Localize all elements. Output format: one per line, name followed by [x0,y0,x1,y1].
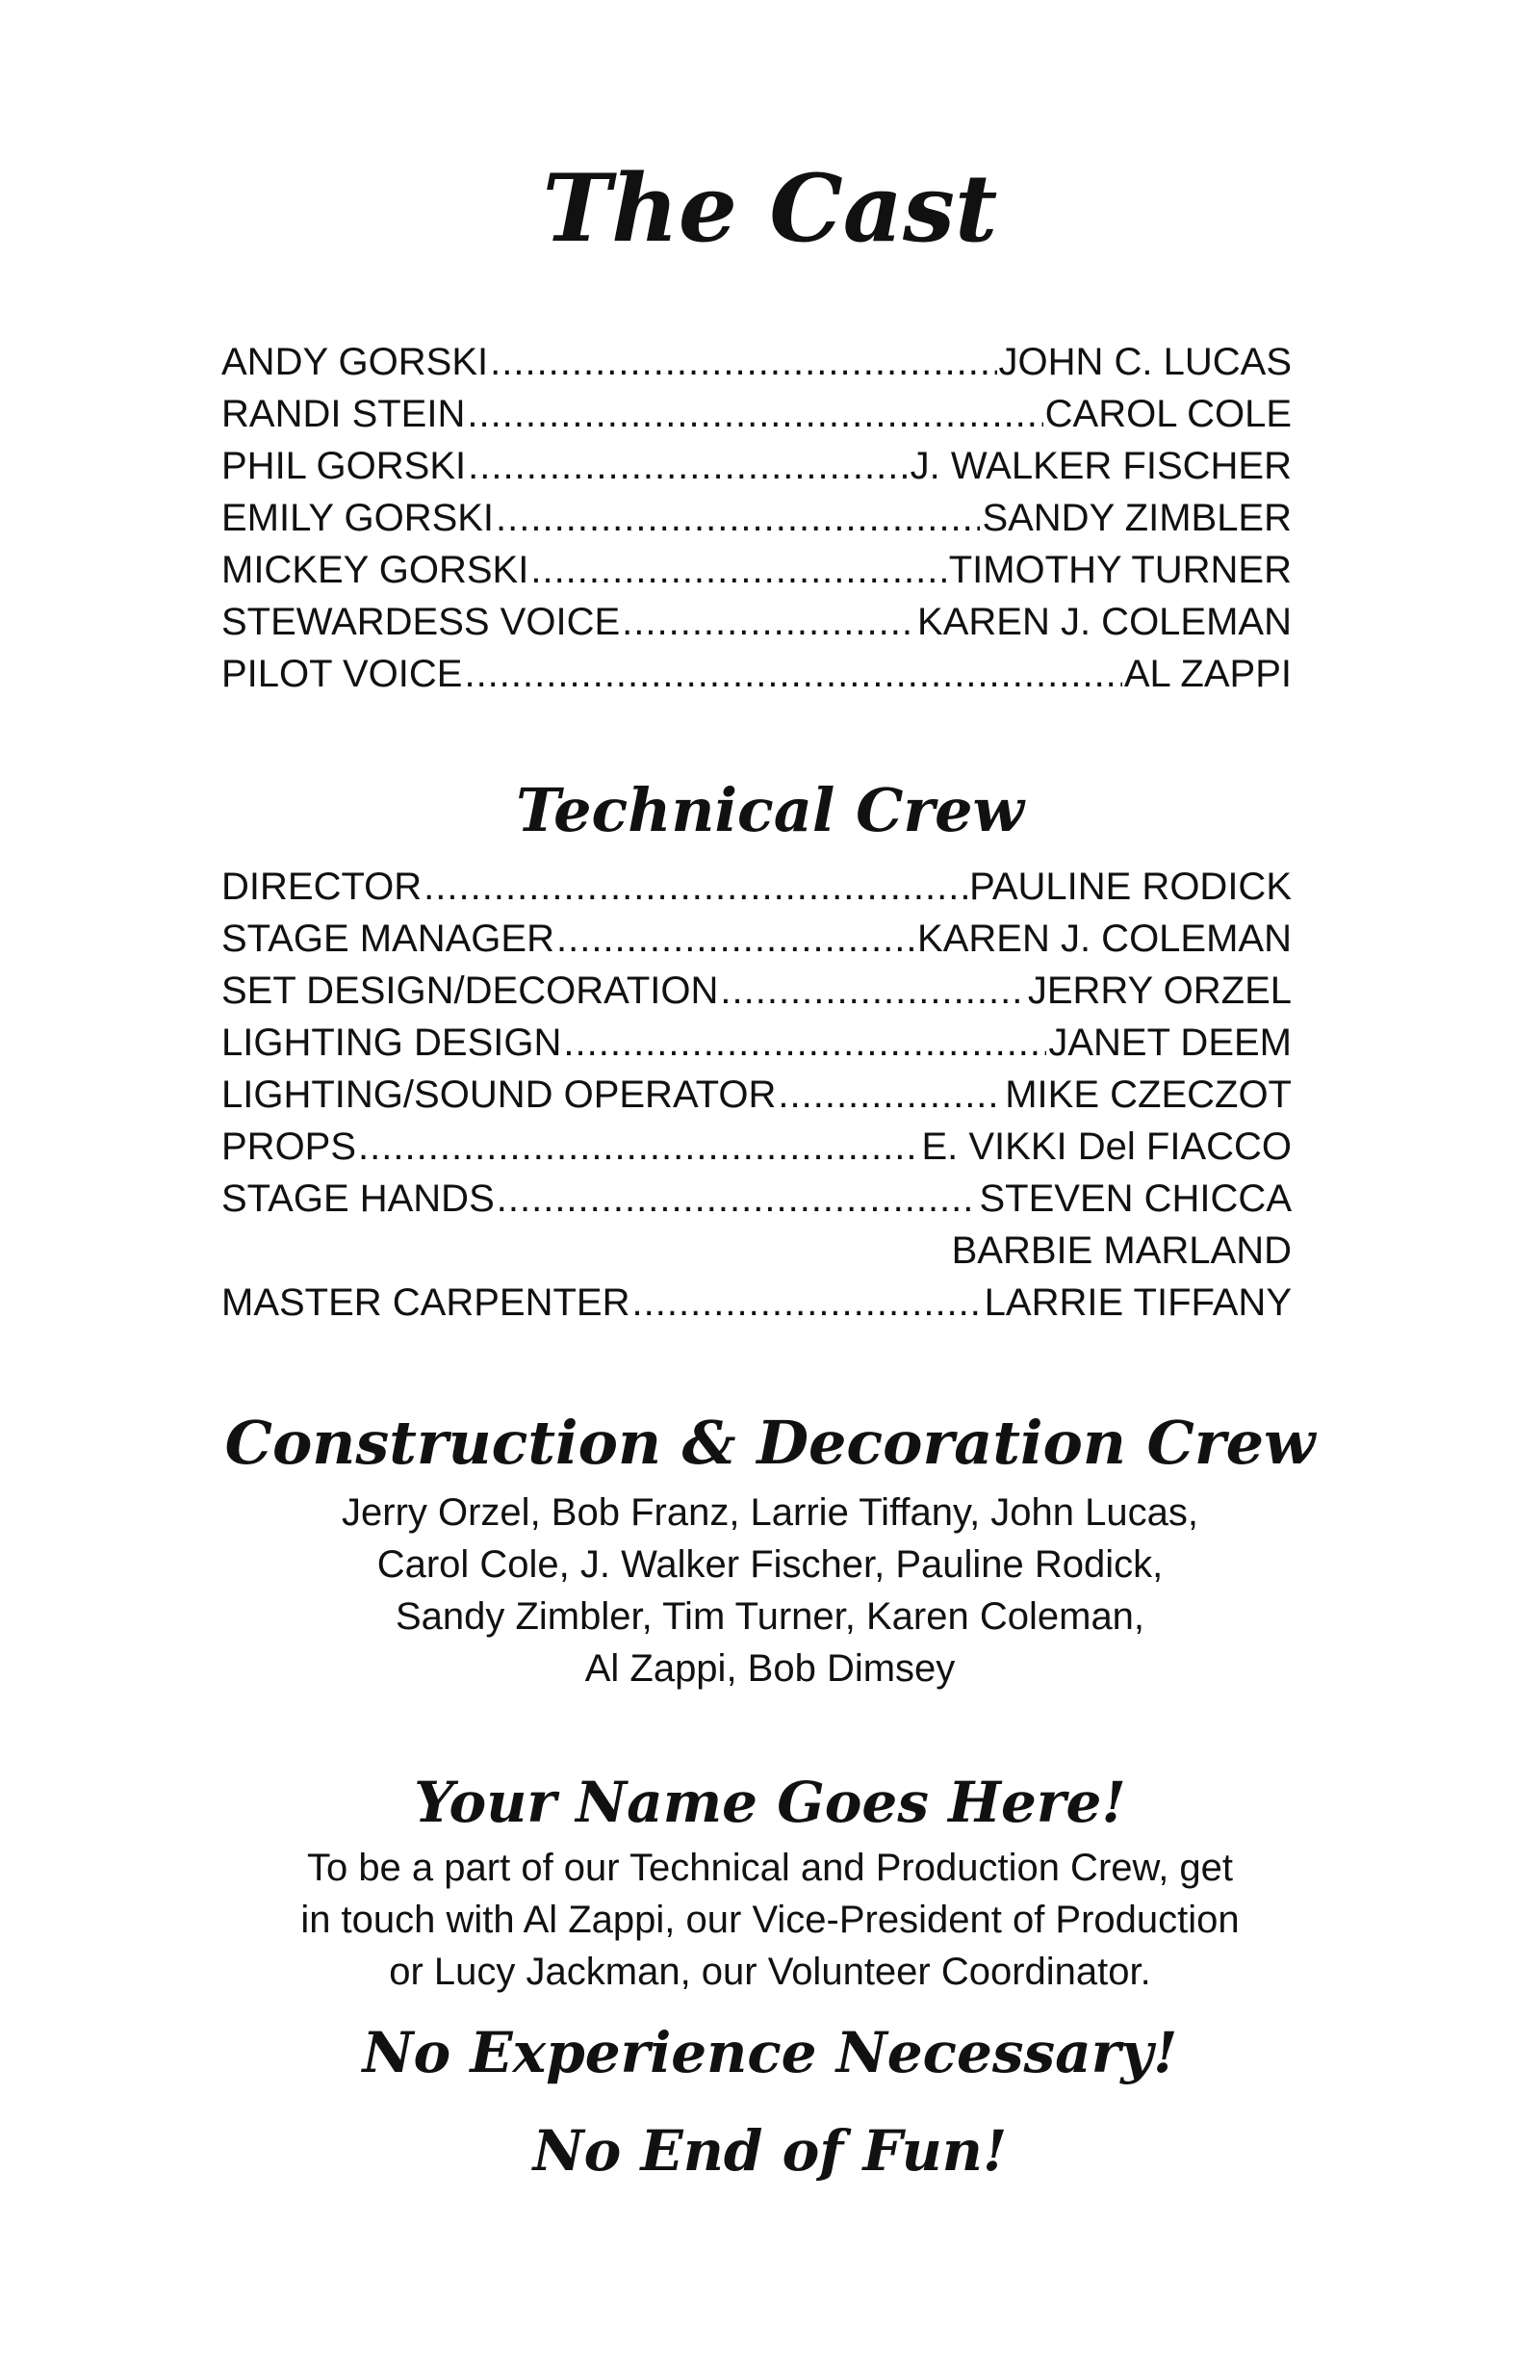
construction-crew-line: Sandy Zimbler, Tim Turner, Karen Coleman, [395,1595,1145,1638]
actor-name: J. WALKER FISCHER [910,445,1292,487]
dot-leader [464,648,1121,700]
crew-entry [221,1173,1292,1225]
crew-role: DIRECTOR [221,866,423,908]
crew-entry [221,861,1292,913]
no-experience-tagline: No Experience Necessary! [362,2020,1178,2085]
dot-leader [563,1017,1046,1069]
crew-member-name: PAULINE RODICK [969,866,1292,908]
dot-leader [530,544,946,596]
crew-role: LIGHTING/SOUND OPERATOR [221,1074,777,1116]
crew-role: LIGHTING DESIGN [221,1022,562,1064]
dot-leader [467,388,1042,440]
volunteer-text [0,1842,1540,1998]
crew-entry [221,1069,1292,1121]
crew-role: PROPS [221,1125,357,1168]
crew-role: MASTER CARPENTER [221,1281,630,1324]
crew-member-name: STEVEN CHICCA [979,1177,1292,1220]
dot-leader [490,336,996,388]
crew-entry [221,913,1292,965]
technical-crew-list [221,861,1292,1329]
cast-entry [221,336,1292,388]
dot-leader [778,1069,1003,1121]
crew-member-name: JANET DEEM [1048,1022,1292,1064]
dot-leader [632,1277,983,1329]
character-name: ANDY GORSKI [221,341,489,383]
character-name: PILOT VOICE [221,653,463,695]
character-name: PHIL GORSKI [221,445,467,487]
crew-member-name: BARBIE MARLAND [951,1229,1292,1272]
dot-leader [622,596,915,648]
character-name: STEWARDESS VOICE [221,601,621,643]
crew-role: STAGE MANAGER [221,918,554,960]
actor-name: CAROL COLE [1044,393,1292,435]
no-end-of-fun-tagline: No End of Fun! [532,2118,1008,2184]
crew-member-name: JERRY ORZEL [1027,970,1292,1012]
cast-list [221,336,1292,700]
cast-entry [221,596,1292,648]
actor-name: JOHN C. LUCAS [998,341,1292,383]
crew-member-name: LARRIE TIFFANY [984,1281,1292,1324]
actor-name: SANDY ZIMBLER [982,497,1292,539]
crew-entry [221,1277,1292,1329]
actor-name: KAREN J. COLEMAN [917,601,1292,643]
cast-entry [221,492,1292,544]
volunteer-text-line: To be a part of our Technical and Production Crew, get [306,1847,1234,1889]
volunteer-heading: Your Name Goes Here! [414,1770,1126,1835]
dot-leader [496,492,980,544]
construction-crew-line: Al Zappi, Bob Dimsey [584,1647,956,1690]
volunteer-text-line: or Lucy Jackman, our Volunteer Coordinator. [389,1951,1151,1993]
dot-leader [556,913,915,965]
dot-leader [468,440,909,492]
cast-entry [221,648,1292,700]
crew-role: SET DESIGN/DECORATION [221,970,719,1012]
technical-crew-heading: Technical Crew [516,775,1024,845]
construction-crew-line: Carol Cole, J. Walker Fischer, Pauline Rodick, [376,1543,1164,1586]
construction-crew-heading: Construction & Decoration Crew [224,1408,1316,1478]
construction-crew-line: Jerry Orzel, Bob Franz, Larrie Tiffany, John Lucas, [342,1491,1198,1534]
character-name: RANDI STEIN [221,393,466,435]
crew-entry [221,1017,1292,1069]
crew-entry [221,1121,1292,1173]
dot-leader [358,1121,919,1173]
crew-role: STAGE HANDS [221,1177,495,1220]
crew-entry [221,965,1292,1017]
character-name: EMILY GORSKI [221,497,495,539]
volunteer-text-line: in touch with Al Zappi, our Vice-President of Production [300,1899,1240,1941]
cast-entry [221,544,1292,596]
crew-member-name: MIKE CZECZOT [1005,1074,1292,1116]
cast-entry [221,440,1292,492]
crew-member-name: E. VIKKI Del FIACCO [921,1125,1292,1168]
crew-entry-continuation [221,1225,1292,1277]
cast-entry [221,388,1292,440]
construction-crew-names [0,1487,1540,1694]
cast-heading: The Cast [542,154,998,263]
dot-leader [497,1173,978,1225]
crew-member-name: KAREN J. COLEMAN [917,918,1292,960]
dot-leader [720,965,1025,1017]
character-name: MICKEY GORSKI [221,549,529,591]
dot-leader [424,861,967,913]
actor-name: AL ZAPPI [1123,653,1292,695]
actor-name: TIMOTHY TURNER [948,549,1292,591]
